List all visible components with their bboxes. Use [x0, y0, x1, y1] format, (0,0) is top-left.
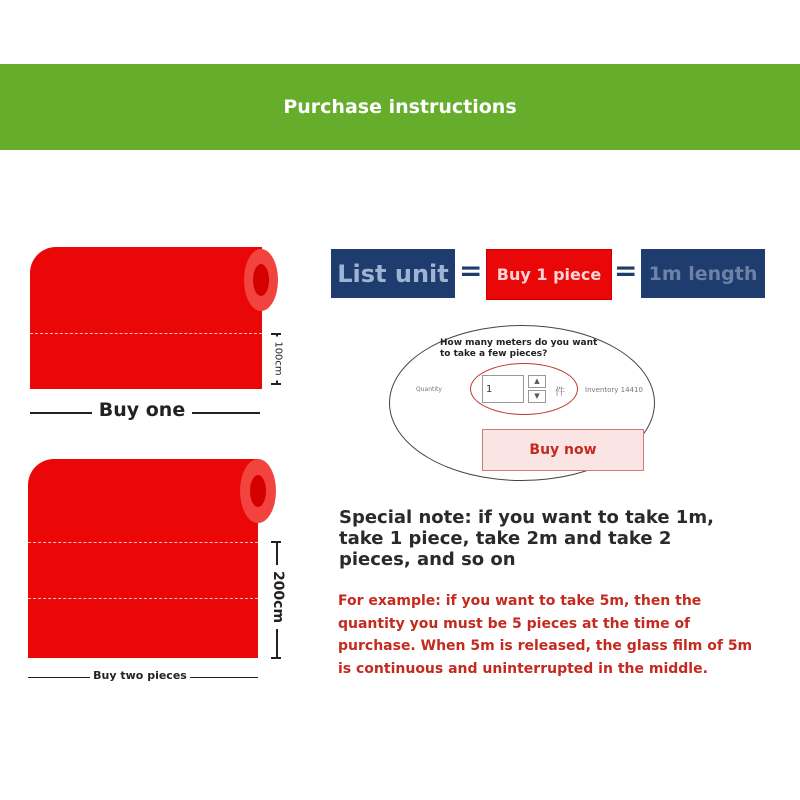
roll-two-caption-rule-right: [190, 677, 258, 678]
equals-sign-1: =: [459, 254, 483, 287]
roll-one-caption-rule-right: [192, 412, 260, 414]
roll-two-caption-rule-left: [28, 677, 90, 678]
roll-two-height-label: 200cm: [270, 565, 286, 629]
roll-one-height-label: 100cm: [273, 337, 284, 381]
roll-two-body: [28, 459, 258, 658]
list-unit-box: List unit: [331, 249, 455, 298]
quantity-increment-button[interactable]: ▲: [528, 375, 546, 388]
special-note: Special note: if you want to take 1m, take 1 piece, take 2m and take 2 pieces, and so on: [339, 507, 714, 570]
roll-two-cut-line-2: [28, 598, 258, 599]
quantity-input[interactable]: 1: [482, 375, 524, 403]
roll-one-end-cap: [244, 249, 278, 311]
one-meter-length-box: 1m length: [641, 249, 765, 298]
roll-two-height-marker: [266, 541, 286, 659]
roll-one-caption-rule-left: [30, 412, 92, 414]
inventory-count: Inventory 14410: [585, 386, 643, 394]
buy-one-piece-box: Buy 1 piece: [486, 249, 612, 300]
roll-two-caption: Buy two pieces: [93, 669, 187, 682]
quantity-decrement-button[interactable]: ▼: [528, 390, 546, 403]
roll-one-caption: Buy one: [98, 399, 186, 421]
equals-sign-2: =: [614, 254, 638, 287]
roll-one-cut-line: [30, 333, 262, 334]
quantity-label: Quantity: [416, 386, 442, 393]
example-note: For example: if you want to take 5m, then the quantity you must be 5 pieces at the time of purchase. When 5m is released, the glass film of 5m is continuous and uninterrupted in the middle.: [338, 593, 753, 677]
roll-two-illustration: [28, 459, 278, 658]
widget-question: How many meters do you want to take a few pieces?: [440, 338, 598, 359]
page-title: Purchase instructions: [283, 96, 517, 118]
quantity-unit: 件: [555, 387, 565, 398]
buy-now-button[interactable]: Buy now: [482, 429, 644, 471]
roll-one-body: [30, 247, 262, 389]
roll-two-end-cap: [240, 459, 276, 523]
roll-one-illustration: [30, 247, 280, 389]
roll-one-height-marker: [266, 333, 286, 385]
roll-two-cut-line-1: [28, 542, 258, 543]
